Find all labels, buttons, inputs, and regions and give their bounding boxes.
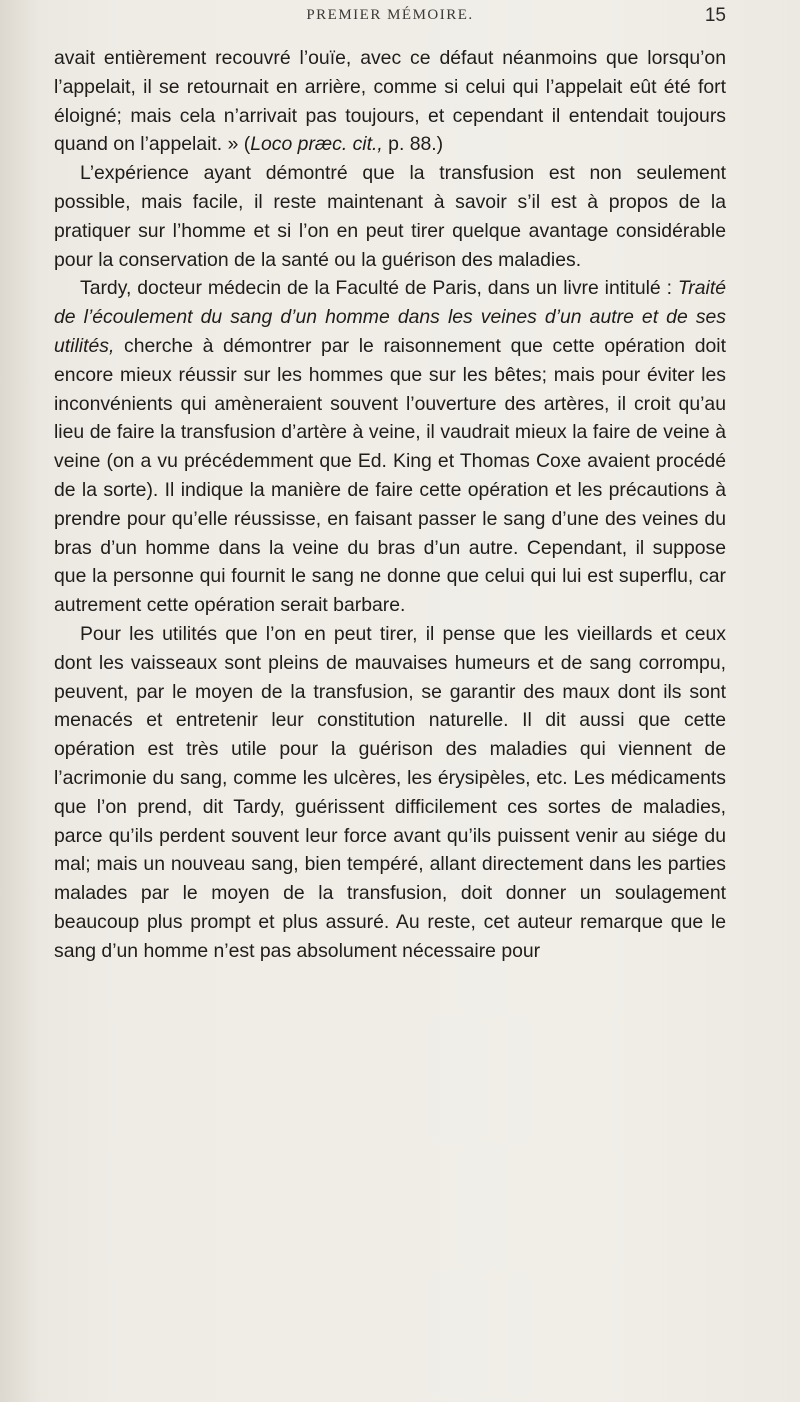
text-run: p. 88.) [382, 133, 444, 156]
text-run: avait entièrement recouvré l’ouïe, avec ce défaut néanmoins que lorsqu’on l’appelait, il se retournait en arrière, comme si celui qui l’appelait eût été fort éloigné; mais cela n’arrivait pas toujours, et cependant il entendait toujours quand on l’appelait. » ( [54, 47, 726, 156]
text-run: Tardy, docteur médecin de la Faculté de Paris, dans un livre intitulé : [80, 277, 678, 300]
text-run: cherche à démontrer par le raisonnement que cette opération doit encore mieux réussir sur les hommes que sur les bêtes; mais pour éviter les inconvénients qui amèneraient souvent l’ouverture des artères, il croit qu’au lieu de faire la transfusion d’artère à veine, il vaudrait mieux la faire de veine à veine (on a vu précédemment que Ed. King et Thomas Coxe avaient procédé de la sorte). Il indique la manière de faire cette opération et les précautions à prendre pour qu’elle réussisse, en faisant passer le sang d’une des veines du bras d’un homme dans la veine du bras d’un autre. Cependant, il suppose que la personne qui fournit le sang ne donne que celui qui lui est superflu, car autrement cette opération serait barbare. [54, 334, 726, 617]
italic-book-title: Traité de l’écoulement du sang d’un homme dans les veines d’un autre et de ses utilités, [54, 277, 726, 357]
paragraph: Pour les utilités que l’on en peut tirer, il pense que les vieillards et ceux dont les vaisseaux sont pleins de mauvaises humeurs et de sang corrompu, peuvent, par le moyen de la transfusion, se garantir des maux dont ils sont menacés et entretenir leur constitution naturelle. Il dit aussi que cette opération est très utile pour la guérison des maladies qui viennent de l’acrimonie du sang, comme les ulcères, les érysipèles, etc. Les médicaments que l’on prend, dit Tardy, guérissent difficilement ces sortes de maladies, parce qu’ils perdent souvent leur force avant qu’ils puissent venir au siége du mal; mais un nouveau sang, bien tempéré, allant directement dans les parties malades par le moyen de la transfusion, doit donner un soulagement beaucoup plus prompt et plus assuré. Au reste, cet auteur remarque que le sang d’un homme n’est pas absolument nécessaire pour [54, 622, 726, 962]
paragraph [54, 274, 726, 620]
body-text [54, 44, 726, 966]
running-head: PREMIER MÉMOIRE. [306, 7, 474, 23]
paragraph-continued [54, 44, 726, 159]
italic-citation: Loco præc. cit., [250, 133, 383, 156]
page-header [56, 3, 724, 33]
paragraph: L’expérience ayant démontré que la transfusion est non seulement possible, mais facile, il reste maintenant à savoir s’il est à propos de la pratiquer sur l’homme et si l’on en peut tirer quelque avantage considérable pour la conservation de la santé ou la guérison des maladies. [54, 162, 726, 271]
page-number: 15 [704, 5, 726, 26]
